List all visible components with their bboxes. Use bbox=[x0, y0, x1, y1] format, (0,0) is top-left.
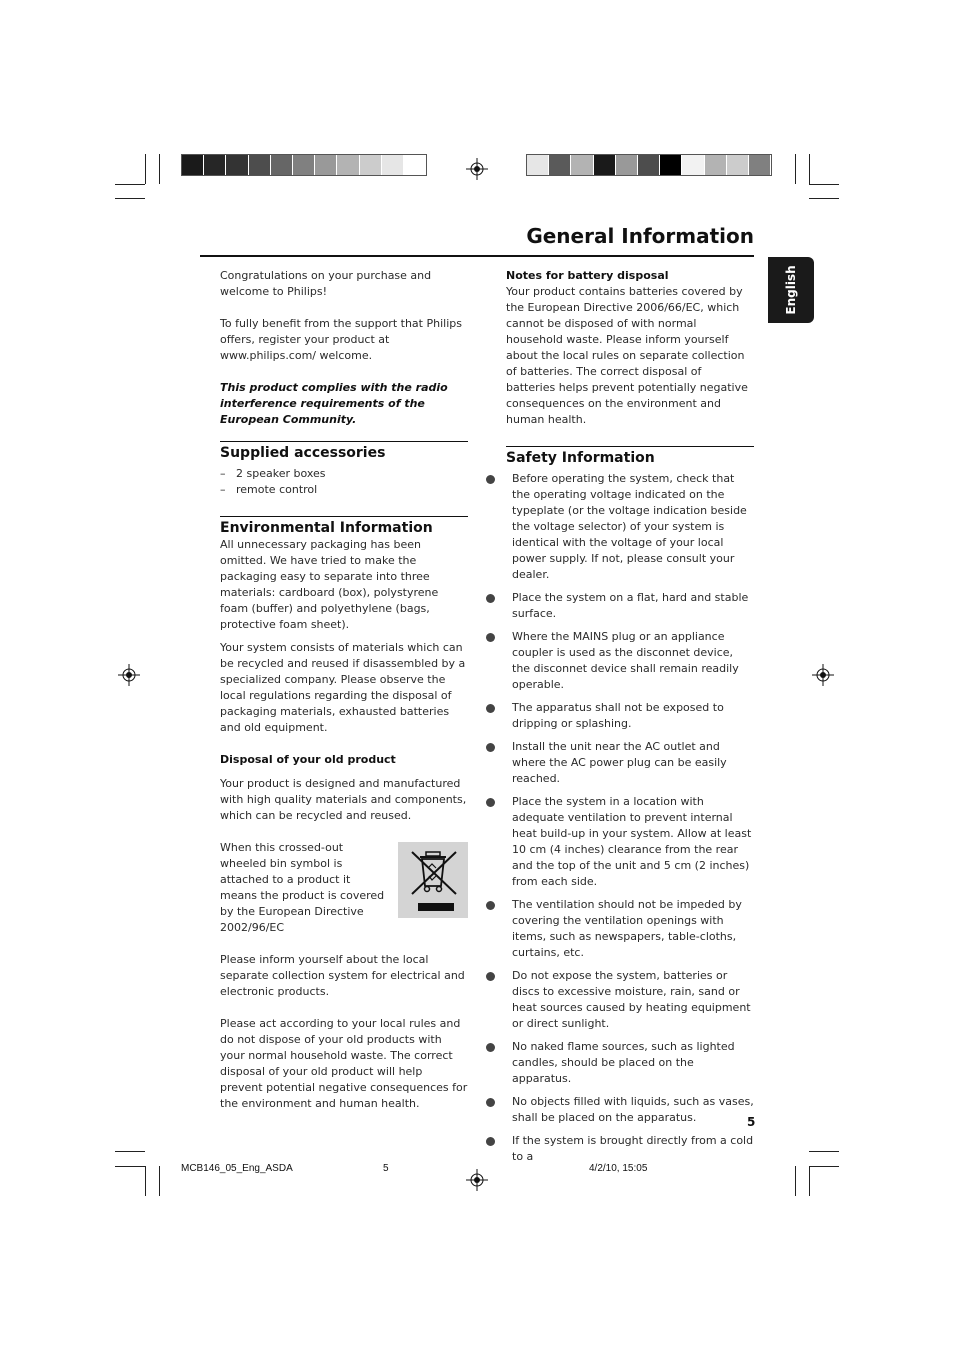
compliance-statement: This product complies with the radio interference requirements of the European Community. bbox=[220, 381, 448, 426]
color-swatch bbox=[226, 155, 248, 175]
color-swatch bbox=[360, 155, 382, 175]
supplied-accessories-heading: Supplied accessories bbox=[220, 445, 386, 461]
color-swatch bbox=[682, 155, 704, 175]
footer-timestamp: 4/2/10, 15:05 bbox=[589, 1163, 648, 1174]
intro-paragraph: To fully benefit from the support that Philips offers, register your product at www.philips.com/ welcome. bbox=[220, 317, 462, 362]
bullet-icon bbox=[486, 743, 495, 752]
list-item: Place the system in a location with adequate ventilation to prevent internal heat build-up in your system. Allow at least 10 cm (4 inches) clearance from the rear and the top of the unit and 5 cm (2 inches) from each side. bbox=[486, 794, 754, 890]
bullet-icon bbox=[486, 633, 495, 642]
crop-mark bbox=[115, 1151, 145, 1152]
list-item: The apparatus shall not be exposed to dripping or splashing. bbox=[486, 700, 754, 732]
bullet-icon bbox=[486, 704, 495, 713]
safety-list bbox=[486, 471, 754, 1165]
crop-mark bbox=[145, 154, 146, 184]
color-swatch bbox=[749, 155, 771, 175]
disposal-heading: Disposal of your old product bbox=[220, 753, 396, 766]
list-item: No naked flame sources, such as lighted candles, should be placed on the apparatus. bbox=[486, 1039, 754, 1087]
footer-page: 5 bbox=[383, 1163, 389, 1174]
color-swatch bbox=[271, 155, 293, 175]
crop-mark bbox=[159, 154, 160, 184]
registration-mark-icon bbox=[118, 664, 140, 686]
environmental-paragraph: All unnecessary packaging has been omitted. We have tried to make the packaging easy to separate into three materials: cardboard (box), polystyrene foam (buffer) and polyethylene (bags, protective foam sheet). bbox=[220, 538, 439, 631]
environmental-paragraph: Your system consists of materials which can be recycled and reused if disassembled by a specialized company. Please observe the local regulations regarding the disposal of packaging materials, exhausted batteries and old equipment. bbox=[220, 641, 466, 734]
list-item: – remote control bbox=[220, 483, 318, 496]
intro-paragraph: Congratulations on your purchase and welcome to Philips! bbox=[220, 269, 432, 298]
color-bar-right bbox=[526, 154, 772, 176]
title-rule bbox=[200, 255, 754, 257]
list-item: Install the unit near the AC outlet and where the AC power plug can be easily reached. bbox=[486, 739, 754, 787]
color-swatch bbox=[638, 155, 660, 175]
bullet-icon bbox=[486, 1137, 495, 1146]
right-column bbox=[486, 268, 754, 1165]
bullet-icon bbox=[486, 1043, 495, 1052]
page-title: General Information bbox=[526, 224, 754, 248]
accessories-list bbox=[220, 466, 468, 498]
color-bar-left bbox=[181, 154, 427, 176]
list-item: Place the system on a flat, hard and stable surface. bbox=[486, 590, 754, 622]
registration-mark-icon bbox=[466, 158, 488, 180]
crop-mark bbox=[115, 198, 145, 199]
color-swatch bbox=[571, 155, 593, 175]
bullet-icon bbox=[486, 972, 495, 981]
bullet-icon bbox=[486, 1098, 495, 1107]
bullet-icon bbox=[486, 798, 495, 807]
language-tab bbox=[768, 257, 814, 323]
color-swatch bbox=[204, 155, 226, 175]
crop-mark bbox=[809, 1166, 810, 1196]
crop-mark bbox=[115, 1166, 145, 1167]
environmental-heading: Environmental Information bbox=[220, 520, 433, 536]
color-swatch bbox=[660, 155, 682, 175]
page-number: 5 bbox=[747, 1115, 756, 1129]
crop-mark bbox=[809, 198, 839, 199]
color-swatch bbox=[594, 155, 616, 175]
list-item: – 2 speaker boxes bbox=[220, 467, 326, 480]
battery-disposal-paragraph: Your product contains batteries covered by the European Directive 2006/66/EC, which cannot be disposed of with normal household waste. Please inform yourself about the local rules on separate collection of batteries. The correct disposal of batteries helps prevent potentially negative consequences on the environment and human health. bbox=[506, 285, 748, 426]
disposal-paragraph: When this crossed-out wheeled bin symbol is attached to a product it means the product is covered by the European Directive 2002/96/EC bbox=[220, 841, 385, 934]
color-swatch bbox=[705, 155, 727, 175]
crop-mark bbox=[809, 184, 839, 185]
section-rule bbox=[220, 441, 468, 442]
list-item: Do not expose the system, batteries or discs to excessive moisture, rain, sand or heat sources caused by heating equipment or direct sunlight. bbox=[486, 968, 754, 1032]
crop-mark bbox=[115, 184, 145, 185]
disposal-paragraph: Please act according to your local rules and do not dispose of your old products with your normal household waste. The correct disposal of your old product will help prevent potential negative consequences for the environment and human health. bbox=[220, 1017, 468, 1110]
crop-mark bbox=[795, 154, 796, 184]
color-swatch bbox=[249, 155, 271, 175]
battery-disposal-heading: Notes for battery disposal bbox=[506, 269, 669, 282]
crop-mark bbox=[809, 1151, 839, 1152]
list-item: If the system is brought directly from a cold to a bbox=[486, 1133, 754, 1165]
disposal-paragraph: Your product is designed and manufactured with high quality materials and components, which can be recycled and reused. bbox=[220, 777, 467, 822]
list-item: The ventilation should not be impeded by covering the ventilation openings with items, such as newspapers, table-cloths, curtains, etc. bbox=[486, 897, 754, 961]
color-swatch bbox=[727, 155, 749, 175]
language-tab-label: English bbox=[784, 265, 798, 315]
registration-mark-icon bbox=[466, 1169, 488, 1191]
section-rule bbox=[506, 446, 754, 447]
registration-mark-icon bbox=[812, 664, 834, 686]
color-swatch bbox=[527, 155, 549, 175]
list-item: Before operating the system, check that the operating voltage indicated on the typeplate (or the voltage indication beside the voltage selector) of your system is identical with the voltage of your local power supply. If not, please consult your dealer. bbox=[486, 471, 754, 583]
color-swatch bbox=[293, 155, 315, 175]
crop-mark bbox=[145, 1166, 146, 1196]
crop-mark bbox=[809, 154, 810, 184]
left-column bbox=[220, 268, 468, 1112]
color-swatch bbox=[315, 155, 337, 175]
crop-mark bbox=[795, 1166, 796, 1196]
color-swatch bbox=[382, 155, 404, 175]
crossed-out-wheeled-bin-icon bbox=[398, 842, 468, 918]
safety-information-heading: Safety Information bbox=[506, 450, 655, 466]
color-swatch bbox=[549, 155, 571, 175]
bullet-icon bbox=[486, 475, 495, 484]
bullet-icon bbox=[486, 901, 495, 910]
crop-mark bbox=[809, 1166, 839, 1167]
disposal-paragraph: Please inform yourself about the local separate collection system for electrical and electronic products. bbox=[220, 953, 465, 998]
color-swatch bbox=[182, 155, 204, 175]
crop-mark bbox=[159, 1166, 160, 1196]
color-swatch bbox=[404, 155, 426, 175]
bullet-icon bbox=[486, 594, 495, 603]
color-swatch bbox=[616, 155, 638, 175]
list-item: Where the MAINS plug or an appliance coupler is used as the disconnet device, the disconnet device shall remain readily operable. bbox=[486, 629, 754, 693]
weee-bin-symbol bbox=[398, 842, 468, 918]
footer-file-name: MCB146_05_Eng_ASDA bbox=[181, 1163, 293, 1174]
color-swatch bbox=[337, 155, 359, 175]
list-item: No objects filled with liquids, such as vases, shall be placed on the apparatus. bbox=[486, 1094, 754, 1126]
section-rule bbox=[220, 516, 468, 517]
